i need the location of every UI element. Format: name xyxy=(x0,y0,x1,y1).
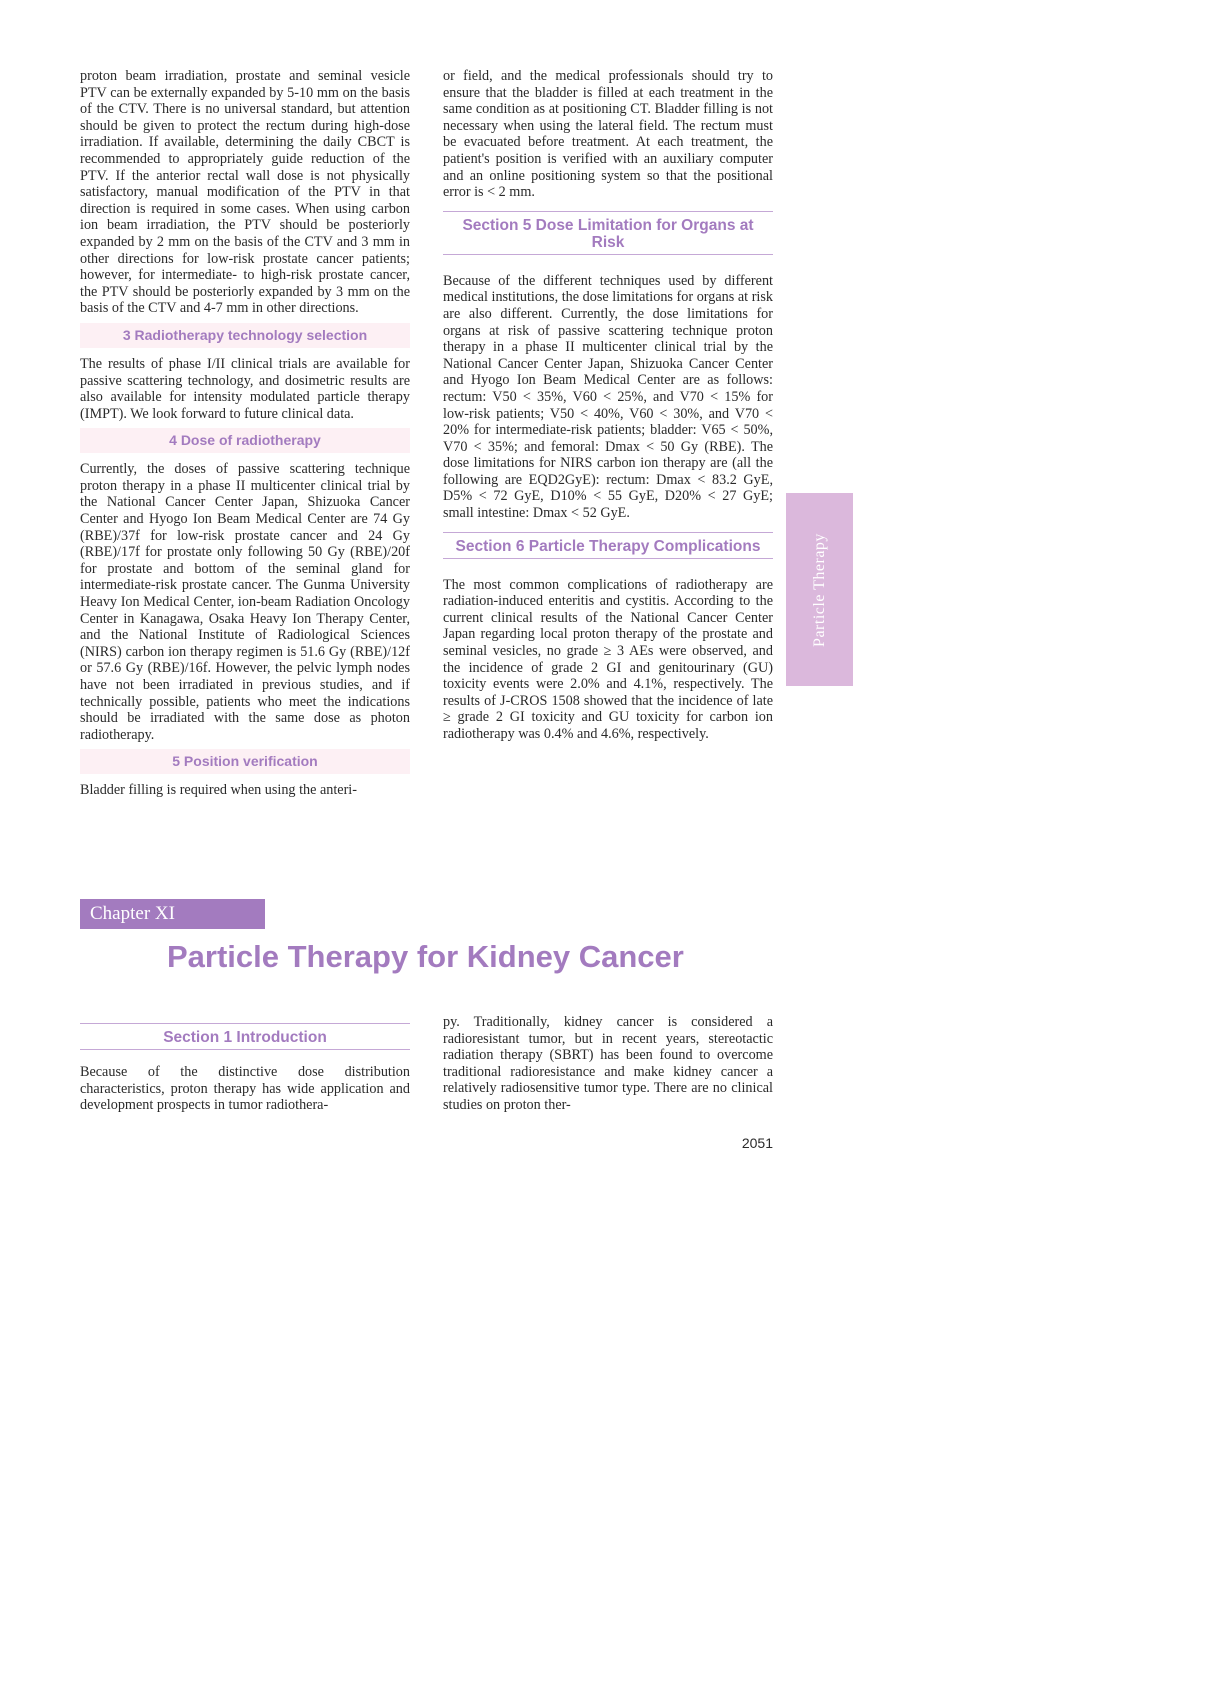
section-6-heading: Section 6 Particle Therapy Complications xyxy=(443,532,773,559)
subsection-heading-3: 3 Radiotherapy technology selection xyxy=(80,323,410,348)
side-tab-label: Particle Therapy xyxy=(810,532,828,647)
upper-right-column xyxy=(443,68,773,743)
page-number: 2051 xyxy=(741,1135,773,1151)
chapter-label: Chapter XI xyxy=(80,899,265,929)
section-1-heading: Section 1 Introduction xyxy=(80,1023,410,1050)
section-5-heading: Section 5 Dose Limitation for Organs at Risk xyxy=(443,211,773,255)
body-paragraph: The most common complications of radiotherapy are radiation-induced enteritis and cystitis. According to the current clinical results of the National Cancer Center Japan regarding local proton therapy of the prostate and seminal vesicles, no grade ≥ 3 AEs were observed, and the incidence of grade 2 GI and genitourinary (GU) toxicity events were 2.0% and 4.1%, respectively. The results of J-CROS 1508 showed that the incidence of late ≥ grade 2 GI toxicity and GU toxicity for carbon ion radiotherapy was 0.4% and 4.6%, respectively. xyxy=(443,576,773,742)
subsection-heading-5: 5 Position verification xyxy=(80,749,410,774)
body-paragraph: Currently, the doses of passive scattering technique proton therapy in a phase II multicenter clinical trial by the National Cancer Center Japan, Shizuoka Cancer Center and Hyogo Ion Beam Medical Center are 74 Gy (RBE)/37f for low-risk prostate cancer and 24 Gy (RBE)/17f for prostate only following 50 Gy (RBE)/20f for prostate and bottom of the seminal gland for intermediate-risk prostate cancer. The Gunma University Heavy Ion Medical Center, ion-beam Radiation Oncology Center in Kanagawa, Osaka Heavy Ion Therapy Center, and the National Institute of Radiological Sciences (NIRS) carbon ion therapy regimen is 51.6 Gy (RBE)/12f or 57.6 Gy (RBE)/16f. However, the pelvic lymph nodes have not been irradiated in previous studies, and if technically possible, patients who meet the indications should be irradiated with the same dose as photon radiotherapy. xyxy=(80,461,410,743)
body-paragraph: py. Traditionally, kidney cancer is considered a radioresistant tumor, but in recent years, stereotactic radiation therapy (SBRT) has been found to overcome traditional radioresistance and make kidney cancer a relatively radiosensitive tumor type. There are no clinical studies on proton ther- xyxy=(443,1014,773,1113)
side-tab xyxy=(786,493,853,686)
body-paragraph: or field, and the medical professionals should try to ensure that the bladder is filled at each treatment in the same condition as at positioning CT. Bladder filling is not necessary when using the lateral field. The rectum must be evacuated before treatment. At each treatment, the patient's position is verified with an auxiliary computer and an online positioning system so that the positional error is < 2 mm. xyxy=(443,68,773,201)
body-paragraph: Because of the different techniques used by different medical institutions, the dose limitations for organs at risk are also different. Currently, the dose limitations for organs at risk of passive scattering technique proton therapy in a phase II multicenter clinical trial by the National Cancer Center Japan, Shizuoka Cancer Center and Hyogo Ion Beam Medical Center are as follows: rectum: V50 < 35%, V60 < 25%, and V70 < 15% for low-risk patients; V50 < 40%, V60 < 30%, and V70 < 20% for intermediate-risk patients; bladder: V65 < 50%, V70 < 35%; and femoral: Dmax < 50 Gy (RBE). The dose limitations for NIRS carbon ion therapy are (all the following are EQD2GyE): rectum: Dmax < 83.2 GyE, D5% < 72 GyE, D10% < 55 GyE, D20% < 27 GyE; small intestine: Dmax < 52 GyE. xyxy=(443,272,773,522)
body-paragraph: Bladder filling is required when using the anteri- xyxy=(80,782,357,799)
body-paragraph: Because of the distinctive dose distribution characteristics, proton therapy has wide application and development prospects in tumor radiothera- xyxy=(80,1064,410,1114)
lower-left-column xyxy=(80,1018,410,1114)
chapter-title: Particle Therapy for Kidney Cancer xyxy=(167,939,684,974)
body-paragraph: The results of phase I/II clinical trials are available for passive scattering technology, and dosimetric results are also available for intensity modulated particle therapy (IMPT). We look forward to future clinical data. xyxy=(80,355,410,422)
upper-left-column xyxy=(80,68,410,799)
lower-right-column xyxy=(443,1014,773,1114)
body-paragraph: proton beam irradiation, prostate and seminal vesicle PTV can be externally expanded by 5-10 mm on the basis of the CTV. There is no universal standard, but attention should be given to protect the rectum during high-dose irradiation. If available, determining the daily CBCT is recommended to appropriately guide reduction of the PTV. If the anterior rectal wall dose is not physically satisfactory, manual modification of the PTV in that direction is required in some cases. When using carbon ion beam irradiation, the PTV should be posteriorly expanded by 2 mm on the basis of the CTV and 3 mm in other directions for low-risk prostate cancer patients; however, for intermediate- to high-risk prostate cancer, the PTV should be posteriorly expanded by 3 mm on the basis of the CTV and 4-7 mm in other directions. xyxy=(80,68,410,317)
subsection-heading-4: 4 Dose of radiotherapy xyxy=(80,428,410,453)
